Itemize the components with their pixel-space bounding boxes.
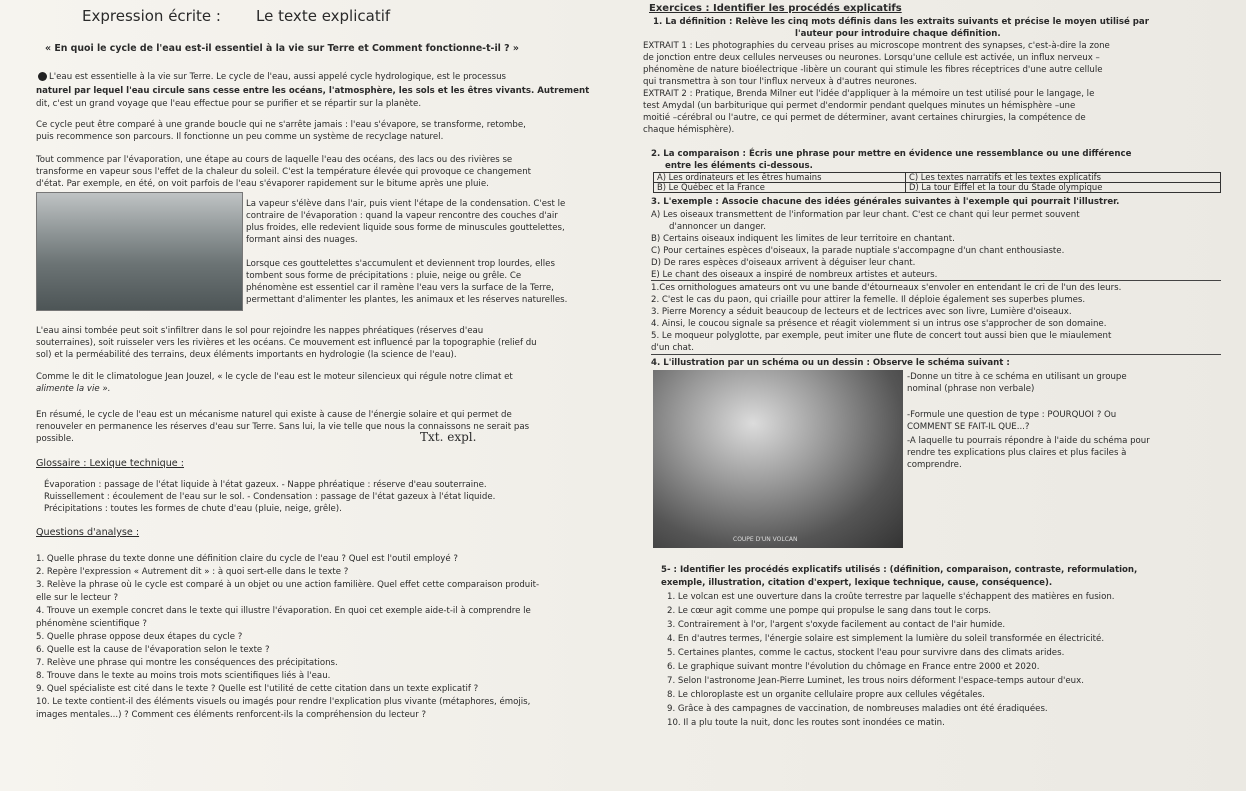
question-line: 4. Trouve un exemple concret dans le texte qui illustre l'évaporation. En quoi cet exemple aide-t-il à comprendre le xyxy=(36,606,531,616)
question-line: 2. Repère l'expression « Autrement dit » : à quoi sert-elle dans le texte ? xyxy=(36,567,349,577)
bullet-icon xyxy=(38,72,47,81)
exercise-line: 3. L'exemple : Associe chacune des idées générales suivantes à l'exemple qui pourrait l'illustrer. xyxy=(651,197,1120,207)
exercise-line: rendre tes explications plus claires et plus faciles à xyxy=(907,448,1127,458)
exercise-line: -Formule une question de type : POURQUOI ? Ou xyxy=(907,410,1117,420)
exercise-line: 1.Ces ornithologues amateurs ont vu une bande d'étourneaux s'envoler en entendant le cri de l'un des leurs. xyxy=(651,283,1122,293)
exercise-line: 6. Le graphique suivant montre l'évolution du chômage en France entre 2000 et 2020. xyxy=(667,662,1040,672)
question-line: 9. Quel spécialiste est cité dans le texte ? Quelle est l'utilité de cette citation dans un texte explicatif ? xyxy=(36,684,479,694)
exercise-line: EXTRAIT 1 : Les photographies du cerveau prises au microscope montrent des synapses, c'est-à-dire la zone xyxy=(643,41,1110,51)
paragraph-line: sol) et la perméabilité des terrains, deux éléments importants en hydrologie (la science de l'eau). xyxy=(36,350,457,360)
paragraph-line: L'eau ainsi tombée peut soit s'infiltrer dans le sol pour rejoindre les nappes phréatiques (réserves d'eau xyxy=(36,326,484,336)
paragraph-line: Lorsque ces gouttelettes s'accumulent et deviennent trop lourdes, elles xyxy=(246,259,555,269)
exercise-line: phénomène de nature bioélectrique -libère un courant qui stimule les fibres réceptrices d'une autre cellule xyxy=(643,65,1103,75)
exercise-line: de jonction entre deux cellules nerveuses ou neurones. Lorsqu'une cellule est activée, un influx nerveux – xyxy=(643,53,1100,63)
exercise-line: D) De rares espèces d'oiseaux arrivent à déguiser leur chant. xyxy=(651,258,916,268)
exercise-line: 5. Certaines plantes, comme le cactus, stockent l'eau pour survivre dans des climats arides. xyxy=(667,648,1065,658)
glossary-entry: Précipitations : toutes les formes de chute d'eau (pluie, neige, grêle). xyxy=(44,504,342,514)
paragraph-line: d'état. Par exemple, en été, on voit parfois de l'eau s'évaporer rapidement sur le bitume après une pluie. xyxy=(36,179,489,189)
exercise-line: qui transmettra à son tour l'influx nerveux à d'autres neurones. xyxy=(643,77,917,87)
question-line: 8. Trouve dans le texte au moins trois mots scientifiques liés à l'eau. xyxy=(36,671,331,681)
paragraph-line: permettant d'alimenter les plantes, les animaux et les réserves naturelles. xyxy=(246,295,568,305)
paragraph-line: transforme en vapeur sous l'effet de la chaleur du soleil. C'est la température élevée qui provoque ce changement xyxy=(36,167,532,177)
question-line: 6. Quelle est la cause de l'évaporation selon le texte ? xyxy=(36,645,270,655)
exercise-line: 10. Il a plu toute la nuit, donc les routes sont inondées ce matin. xyxy=(667,718,945,728)
volcano-diagram xyxy=(653,370,903,548)
paragraph-line: Ce cycle peut être comparé à une grande boucle qui ne s'arrête jamais : l'eau s'évapore, se transforme, retombe, xyxy=(36,120,526,130)
table-cell: B) Le Québec et la France xyxy=(654,183,906,193)
exercise-line: l'auteur pour introduire chaque définition. xyxy=(795,29,1001,39)
exercise-line: exemple, illustration, citation d'expert, lexique technique, cause, conséquence). xyxy=(661,578,1053,588)
question-line: 3. Relève la phrase où le cycle est comparé à un objet ou une action familière. Quel effet cette comparaison produit- xyxy=(36,580,540,590)
paragraph-line: dit, c'est un grand voyage que l'eau effectue pour se purifier et se répartir sur la planète. xyxy=(36,99,422,109)
exercise-line: 3. Contrairement à l'or, l'argent s'oxyde facilement au contact de l'air humide. xyxy=(667,620,1006,630)
exercise-line: 4. L'illustration par un schéma ou un dessin : Observe le schéma suivant : xyxy=(651,358,1010,368)
exercise-line: 2. La comparaison : Écris une phrase pour mettre en évidence une ressemblance ou une différence xyxy=(651,149,1132,159)
question-line: 7. Relève une phrase qui montre les conséquences des précipitations. xyxy=(36,658,338,668)
paragraph-line: naturel par lequel l'eau circule sans cesse entre les océans, l'atmosphère, les sols et les êtres vivants. Autrement xyxy=(36,86,590,96)
paragraph-line: contraire de l'évaporation : quand la vapeur rencontre des couches d'air xyxy=(246,211,558,221)
paragraph-line: plus froides, elle redevient liquide sous forme de minuscules gouttelettes, xyxy=(246,223,565,233)
table-row xyxy=(654,173,1221,183)
comparison-table xyxy=(653,172,1221,193)
glossary-entry: Ruissellement : écoulement de l'eau sur le sol. - Condensation : passage de l'état gazeux à l'état liquide. xyxy=(44,492,496,502)
exercise-line: d'annoncer un danger. xyxy=(669,222,766,232)
paragraph-line: phénomène est essentiel car il ramène l'eau vers la surface de la Terre, xyxy=(246,283,554,293)
exercise-line: nominal (phrase non verbale) xyxy=(907,384,1035,394)
divider xyxy=(651,354,1221,355)
question-line: 5. Quelle phrase oppose deux étapes du cycle ? xyxy=(36,632,243,642)
table-cell: D) La tour Eiffel et la tour du Stade olympique xyxy=(906,183,1221,193)
question-line: elle sur le lecteur ? xyxy=(36,593,119,603)
exercise-line: d'un chat. xyxy=(651,343,694,353)
glossary-entry: Évaporation : passage de l'état liquide à l'état gazeux. - Nappe phréatique : réserve d'eau souterraine. xyxy=(44,480,487,490)
paragraph-line: puis recommence son parcours. Il fonctionne un peu comme un système de recyclage naturel. xyxy=(36,132,444,142)
handwritten-note: Txt. expl. xyxy=(420,430,477,444)
exercise-line: comprendre. xyxy=(907,460,962,470)
question-line: phénomène scientifique ? xyxy=(36,619,147,629)
paragraph-line: L'eau est essentielle à la vie sur Terre. Le cycle de l'eau, aussi appelé cycle hydrologique, est le processus xyxy=(38,72,506,82)
question-line: 1. Quelle phrase du texte donne une définition claire du cycle de l'eau ? Quel est l'outil employé ? xyxy=(36,554,458,564)
divider xyxy=(651,280,1221,281)
exercise-line: -A laquelle tu pourrais répondre à l'aide du schéma pour xyxy=(907,436,1150,446)
water-cycle-diagram xyxy=(36,192,243,311)
quote-line: alimente la vie ». xyxy=(36,384,111,394)
paragraph-line: formant ainsi des nuages. xyxy=(246,235,358,245)
exercise-line: 7. Selon l'astronome Jean-Pierre Luminet, les trous noirs déforment l'espace-temps autour d'eux. xyxy=(667,676,1084,686)
exercise-line: 5. Le moqueur polyglotte, par exemple, peut imiter une flute de concert tout aussi bien que le miaulement xyxy=(651,331,1112,341)
exercise-line: EXTRAIT 2 : Pratique, Brenda Milner eut l'idée d'appliquer à la mémoire un test utilisé pour le langage, le xyxy=(643,89,1095,99)
quote-line: Comme le dit le climatologue Jean Jouzel, « le cycle de l'eau est le moteur silencieux qui régule notre climat et xyxy=(36,372,513,382)
exercise-line: 2. Le cœur agit comme une pompe qui propulse le sang dans tout le corps. xyxy=(667,606,992,616)
volcano-caption: COUPE D'UN VOLCAN xyxy=(733,536,798,543)
question-line: 10. Le texte contient-il des éléments visuels ou imagés pour rendre l'explication plus vivante (métaphores, émojis, xyxy=(36,697,531,707)
exercise-line: COMMENT SE FAIT-IL QUE...? xyxy=(907,422,1030,432)
exercise-line: 4. En d'autres termes, l'énergie solaire est simplement la lumière du soleil transformée en électricité. xyxy=(667,634,1105,644)
table-row xyxy=(654,183,1221,193)
exercise-line: 1. Le volcan est une ouverture dans la croûte terrestre par laquelle s'échappent des matières en fusion. xyxy=(667,592,1115,602)
glossary-title: Glossaire : Lexique technique : xyxy=(36,458,184,469)
exercise-line: entre les éléments ci-dessous. xyxy=(665,161,813,171)
exercise-line: 2. C'est le cas du paon, qui criaille pour attirer la femelle. Il déploie également ses superbes plumes. xyxy=(651,295,1086,305)
exercise-line: B) Certains oiseaux indiquent les limites de leur territoire en chantant. xyxy=(651,234,955,244)
page-subtitle: Le texte explicatif xyxy=(256,7,391,25)
exercise-line: 5- : Identifier les procédés explicatifs utilisés : (définition, comparaison, contraste, reformulation, xyxy=(661,565,1138,575)
page-title: Expression écrite : xyxy=(82,7,221,25)
paragraph-line: La vapeur s'élève dans l'air, puis vient l'étape de la condensation. C'est le xyxy=(246,199,566,209)
exercise-line: 8. Le chloroplaste est un organite cellulaire propre aux cellules végétales. xyxy=(667,690,985,700)
exercise-line: 3. Pierre Morency a séduit beaucoup de lecteurs et de lectrices avec son livre, Lumière d'oiseaux. xyxy=(651,307,1072,317)
exercise-line: 9. Grâce à des campagnes de vaccination, de nombreuses maladies ont été éradiquées. xyxy=(667,704,1048,714)
exercises-title: Exercices : Identifier les procédés explicatifs xyxy=(649,3,902,14)
exercise-line: chaque hémisphère). xyxy=(643,125,735,135)
exercise-line: C) Pour certaines espèces d'oiseaux, la parade nuptiale s'accompagne d'un chant enthousiaste. xyxy=(651,246,1065,256)
exercise-line: -Donne un titre à ce schéma en utilisant un groupe xyxy=(907,372,1127,382)
paragraph-line: renouveler en permanence les réserves d'eau sur Terre. Sans lui, la vie telle que nous la connaissons ne serait pas xyxy=(36,422,530,432)
exercise-line: test Amydal (un barbiturique qui permet d'endormir pendant quelques minutes un hémisphère –une xyxy=(643,101,1076,111)
paragraph-line: tombent sous forme de précipitations : pluie, neige ou grêle. Ce xyxy=(246,271,522,281)
main-question: « En quoi le cycle de l'eau est-il essentiel à la vie sur Terre et Comment fonctionne-t-il ? » xyxy=(45,43,519,54)
exercise-line: 1. La définition : Relève les cinq mots définis dans les extraits suivants et précise le moyen utilisé par xyxy=(653,17,1149,27)
exercise-line: moitié –cérébral ou l'autre, ce qui permet de déterminer, avant certaines chirurgies, la compétence de xyxy=(643,113,1086,123)
exercise-line: E) Le chant des oiseaux a inspiré de nombreux artistes et auteurs. xyxy=(651,270,938,280)
analysis-title: Questions d'analyse : xyxy=(36,527,140,538)
exercise-line: A) Les oiseaux transmettent de l'information par leur chant. C'est ce chant qui leur permet souvent xyxy=(651,210,1080,220)
exercise-line: 4. Ainsi, le coucou signale sa présence et réagit violemment si un intrus ose s'approcher de son domaine. xyxy=(651,319,1107,329)
paragraph-line: souterraines), soit ruisseler vers les rivières et les océans. Ce mouvement est influencé par la topographie (relief du xyxy=(36,338,537,348)
question-line: images mentales...) ? Comment ces éléments renforcent-ils la compréhension du lecteur ? xyxy=(36,710,427,720)
paragraph-line: En résumé, le cycle de l'eau est un mécanisme naturel qui existe à cause de l'énergie solaire et qui permet de xyxy=(36,410,512,420)
table-cell: A) Les ordinateurs et les êtres humains xyxy=(654,173,906,183)
table-cell: C) Les textes narratifs et les textes explicatifs xyxy=(906,173,1221,183)
paragraph-line: Tout commence par l'évaporation, une étape au cours de laquelle l'eau des océans, des lacs ou des rivières se xyxy=(36,155,513,165)
paragraph-line: possible. xyxy=(36,434,74,444)
